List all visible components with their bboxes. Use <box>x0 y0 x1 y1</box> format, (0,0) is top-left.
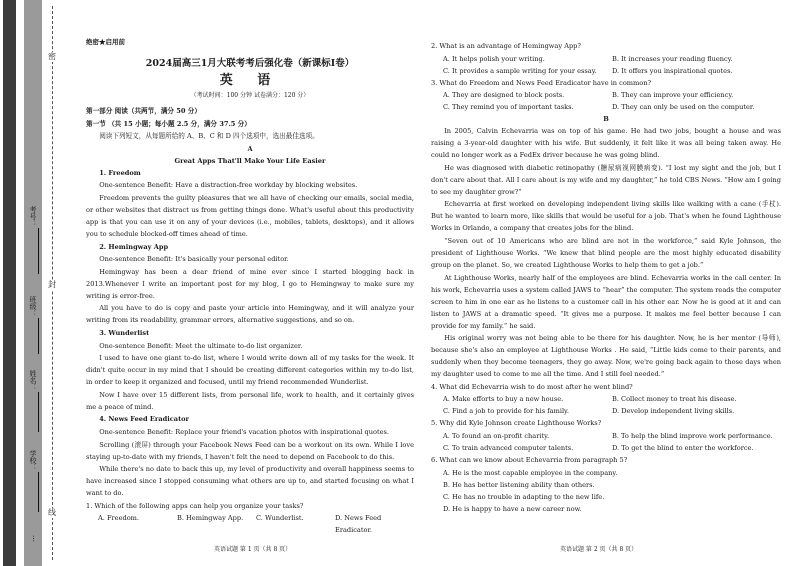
binding-strip-grey <box>24 0 42 566</box>
paragraph: Hemingway has been a dear friend of mine ever since I started blogging back in 2013.Whenever I write an important post for my blog, I go to Hemingway to make sure my writing is error-free. <box>86 267 414 300</box>
option: C. He has no trouble in adapting to the new life. <box>443 492 605 501</box>
page-1-column <box>86 36 414 536</box>
paragraph: While there's no date to back this up, my level of productivity and overall happiness seems to have increased since I stopped consuming what others are up to, and started focusing on what I want to do. <box>86 465 414 498</box>
passage-a-title: Great Apps That'll Make Your Life Easier <box>174 156 326 165</box>
passage-b-letter: B <box>603 115 609 124</box>
name-line <box>38 392 39 432</box>
question-4: 4. What did Echevarria wish to do most after he went blind? <box>431 382 633 391</box>
option: C. Wunderlist. <box>256 514 304 523</box>
question-5: 5. Why did Kyle Johnson create Lighthouse Works? <box>431 419 602 428</box>
paragraph: At Lighthouse Works, nearly half of the employees are blind. Echevarria works in the call center. In his work, Echevarria uses a system called JAWS to “hear” the computer. The system reads the computer screen to him in one ear as he listens to a customer call in his other ear. Now he is good at it and can listen to JAWS at a dramatic speed. “It gives me a purpose. It makes me feel better because I can provide for my family.” he said. <box>431 273 781 330</box>
app-heading-wunderlist: 3. Wunderlist <box>99 328 150 337</box>
paragraph: One-sentence Benefit: Replace your friend's vacation photos with inspirational quotes. <box>99 427 389 436</box>
option: D. They can only be used on the computer. <box>612 103 755 112</box>
footer-page-1: 英语试题 第 1 页（共 8 页） <box>214 546 292 553</box>
app-heading-news-feed: 4. News Feed Eradicator <box>99 415 189 424</box>
paragraph: One-sentence Benefit: It's basically your personal editor. <box>99 255 289 264</box>
subject-title: 英 语 <box>219 73 281 88</box>
option: D. News Feed Eradicator. <box>335 514 382 535</box>
option: D. Develop independent living skills. <box>612 407 735 416</box>
option: A. Freedom. <box>98 514 140 523</box>
question-2-options <box>431 53 781 77</box>
option: A. Make efforts to buy a new house. <box>443 395 564 404</box>
question-3-options <box>431 89 781 113</box>
exam-number-line <box>38 228 39 274</box>
option: D. It offers you inspirational quotes. <box>612 66 733 75</box>
option: B. To help the blind improve work performance. <box>612 431 773 440</box>
paragraph: His original worry was not being able to be there for his daughter. Now, he is her mentor (导师), because she's also an employee at Lighthouse Works . He said, “Little kids come to their parents, and suddenly when they become teenagers, they go away. Now, we're going back again to those days when my daughter used to come to me all the time. And I still feel needed.” <box>431 334 781 379</box>
question-1: 1. Which of the following apps can help you organize your tasks? <box>86 501 304 510</box>
binding-strip-dark <box>3 0 16 566</box>
class-line <box>38 318 39 354</box>
paragraph: One-sentence Benefit: Have a distraction-free workday by blocking websites. <box>99 181 358 190</box>
option: C. They remind you of important tasks. <box>443 103 574 112</box>
seal-word-xian: 线 <box>48 508 56 517</box>
part-heading: 第一部分 阅读（共两节，满分 50 分） <box>86 107 201 115</box>
option: C. Find a job to provide for his family. <box>443 407 569 416</box>
school-line <box>38 472 39 512</box>
option: A. It helps polish your writing. <box>443 54 545 63</box>
passage-a-letter: A <box>247 144 253 153</box>
seal-word-feng: 封 <box>48 280 56 289</box>
paragraph: I used to have one giant to-do list, where I would write down all of my tasks for the week. It didn't quite occur in my mind that I should be creating different categories within my to-do list, in order to keep it organized and focused, until my friend recommended Wunderlist. <box>86 354 414 387</box>
secret-label: 绝密★启用前 <box>86 38 125 46</box>
name-label: 姓名： <box>29 370 37 391</box>
bottom-dots: ⋯ <box>29 535 37 542</box>
paragraph: Scrolling (滚屏) through your Facebook News Feed can be a workout on its own. While I love staying up-to-date with my friends, I haven't felt the need to depend on Facebook to do this. <box>86 440 414 461</box>
option: A. They are designed to block posts. <box>443 91 565 100</box>
question-6: 6. What can we know about Echevarria from paragraph 5? <box>431 455 628 464</box>
paragraph: In 2005, Calvin Echevarria was on top of his game. He had two jobs, bought a house and was raising a 3-year-old daughter with his wife. But suddenly, it felt like it was all being taken away. He could no longer work as a FedEx driver because he was going blind. <box>431 127 781 160</box>
question-4-options <box>431 393 781 417</box>
page-2-column <box>431 40 781 515</box>
exam-number-label: 考号： <box>29 206 37 227</box>
app-heading-hemingway: 2. Hemingway App <box>99 242 169 251</box>
question-1-options <box>86 512 414 536</box>
exam-meta: （考试时间：100 分钟 试卷满分：120 分） <box>190 92 310 99</box>
option: A. To found an on-profit charity. <box>443 431 550 440</box>
subpart-heading: 第一节 （共 15 小题；每小题 2.5 分，满分 37.5 分） <box>86 119 251 128</box>
instruction: 阅读下列短文，从每题所给的 A、B、C 和 D 四个选项中，选出最佳选项。 <box>99 132 319 141</box>
option: B. He has better listening ability than others. <box>443 480 595 489</box>
paragraph: One-sentence Benefit: Meet the ultimate to-do list organizer. <box>99 341 303 350</box>
paragraph: “Seven out of 10 Americans who are blind are not in the workforce,” said Kyle Johnson, the president of Lighthouse Works. “We knew that blind people are the most highly educated disability group on the planet. So, we created Lighthouse Works to help them to get a job.” <box>431 236 781 269</box>
option: B. They can improve your efficiency. <box>612 91 734 100</box>
option: B. Hemingway App. <box>177 514 244 523</box>
option: D. He is happy to have a new career now. <box>443 504 582 513</box>
option: D. To get the blind to enter the workforce. <box>612 443 754 452</box>
option: C. To train advanced computer talents. <box>443 443 574 452</box>
binding-margin <box>0 0 66 566</box>
exam-title: 2024届高三1月大联考考后强化卷（新课标I卷） <box>145 58 355 69</box>
paragraph: He was diagnosed with diabetic retinopathy (糖尿病视网膜病变). “I lost my sight and the job, but I don't care about that. All I care about is my wife and my daughter,” he told CBS News. “How am I going to see my daughter grow?” <box>431 163 781 196</box>
option: B. Collect money to treat his disease. <box>612 395 737 404</box>
class-label: 班级： <box>29 296 37 317</box>
question-5-options <box>431 430 781 454</box>
paragraph: Echevarria at first worked on developing independent living skills like walking with a cane (手杖). But he wanted to learn more, like skills that would be useful for a job. That's when he found Lighthouse Works in Orlando, a company that creates jobs for the blind. <box>431 200 781 233</box>
option: A. He is the most capable employee in the company. <box>443 468 618 477</box>
paragraph: Freedom prevents the guilty pleasures that we all have of checking our emails, social media, or other websites that distract us from getting things done. What's useful about this productivity app is that you can use it on any of your devices (i.e., mobiles, tablets, desktops), and it allows you to schedule blocked-off times ahead of time. <box>86 193 414 238</box>
footer-page-2: 英语试题 第 2 页（共 8 页） <box>560 546 638 553</box>
seal-word-mi: 密 <box>48 52 56 61</box>
school-label: 学校： <box>29 450 37 471</box>
option: C. It provides a sample writing for your essay. <box>443 66 597 75</box>
option: B. It increases your reading fluency. <box>612 54 733 63</box>
question-6-options <box>431 467 781 515</box>
question-3: 3. What do Freedom and News Feed Eradicator have in common? <box>431 78 652 87</box>
question-2: 2. What is an advantage of Hemingway App? <box>431 42 581 50</box>
app-heading-freedom: 1. Freedom <box>99 168 141 177</box>
paragraph: All you have to do is copy and paste your article into Hemingway, and it will analyze your writing from its readability, grammar errors, alternative suggestions, and so on. <box>86 304 414 325</box>
paragraph: Now I have over 15 different lists, from personal life, work to health, and it certainly gives me a peace of mind. <box>86 390 414 411</box>
